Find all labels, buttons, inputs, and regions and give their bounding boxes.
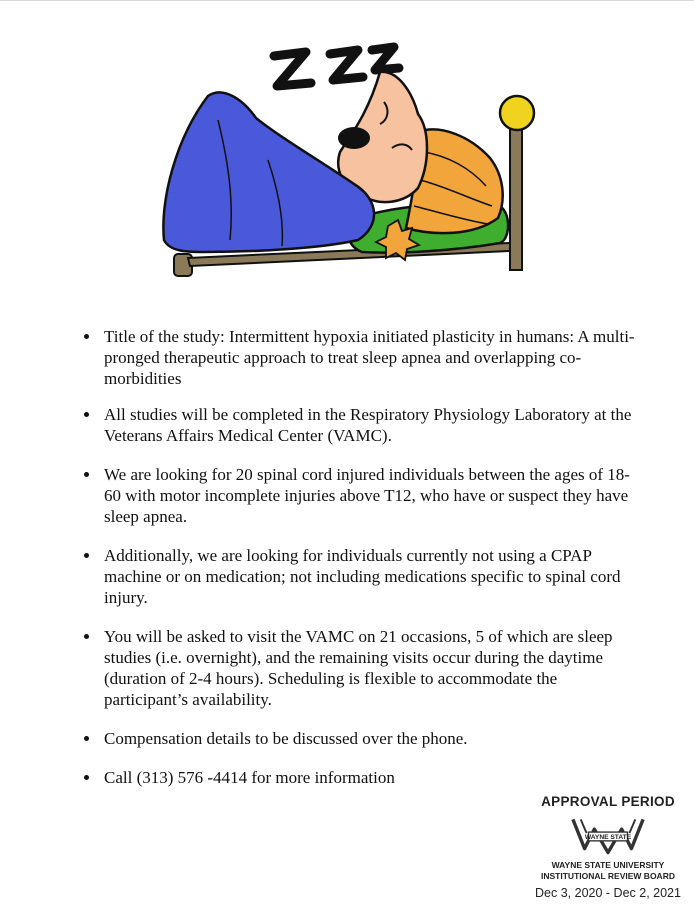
list-item-exclusions: Additionally, we are looking for individuals currently not using a CPAP machine or on medication; not including medications specific to spinal cord injury. — [80, 545, 640, 608]
list-item-visits: You will be asked to visit the VAMC on 21 occasions, 5 of which are sleep studies (i.e. overnight), and the remaining visits occur during the daytime (duration of 2-4 hours). Scheduling is flexible to accommodate the participant’s availability. — [80, 626, 640, 710]
list-item-compensation: Compensation details to be discussed over the phone. — [80, 728, 640, 749]
approval-dates: Dec 3, 2020 - Dec 2, 2021 — [535, 886, 681, 900]
approval-period-heading: APPROVAL PERIOD — [541, 794, 675, 809]
irb-approval-stamp — [528, 794, 688, 900]
list-item-contact-phone: Call (313) 576 -4414 for more information — [80, 767, 640, 788]
page-top-border — [0, 0, 694, 1]
logo-text: WAYNE STATE — [584, 834, 632, 842]
sleeping-person-illustration — [118, 40, 558, 285]
institution-line-1: WAYNE STATE UNIVERSITY — [551, 860, 665, 870]
list-item-eligibility: We are looking for 20 spinal cord injured individuals between the ages of 18-60 with motor incomplete injuries above T12, who have or suspect they have sleep apnea. — [80, 464, 640, 527]
list-item-study-title: Title of the study: Intermittent hypoxia initiated plasticity in humans: A multi-pronged therapeutic approach to treat sleep apnea and overlapping co-morbidities — [80, 326, 640, 389]
institution-name — [528, 860, 688, 882]
list-item-study-location: All studies will be completed in the Respiratory Physiology Laboratory at the Veterans Affairs Medical Center (VAMC). — [80, 404, 640, 446]
study-info-list — [80, 326, 640, 788]
institution-line-2: INSTITUTIONAL REVIEW BOARD — [541, 871, 675, 881]
wayne-state-w-shield-icon — [569, 815, 647, 855]
